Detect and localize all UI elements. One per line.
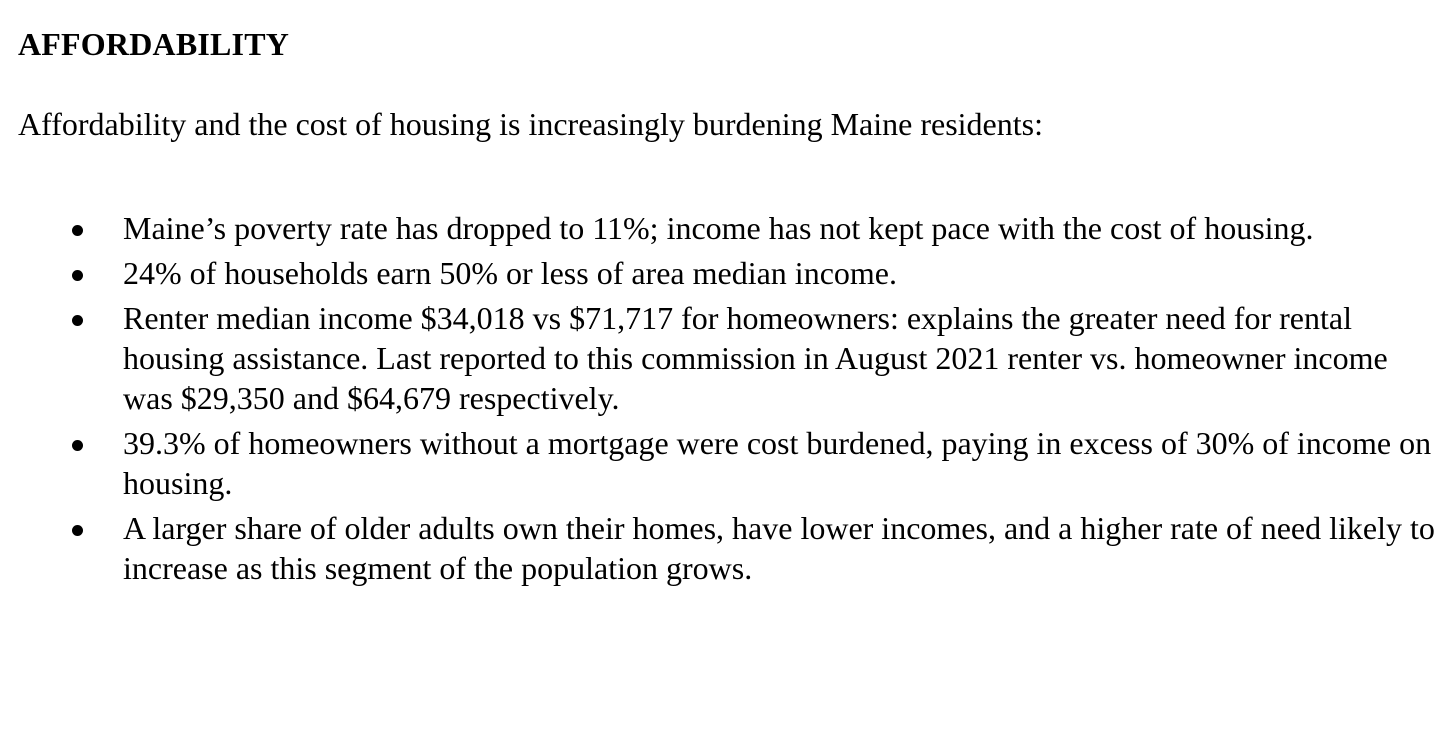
list-item-text: Renter median income $34,018 vs $71,717 for homeowners: explains the greater need for rental housing assistance. Last reported to this commission in August 2021 renter vs. homeowner income was $29,350 and $64,679 respectively. xyxy=(123,300,1388,416)
intro-paragraph: Affordability and the cost of housing is increasingly burdening Maine residents: xyxy=(18,106,1043,142)
bullet-icon xyxy=(72,525,83,536)
list-item-text: 24% of households earn 50% or less of area median income. xyxy=(123,255,897,291)
list-item xyxy=(60,298,1440,418)
list-item-text: Maine’s poverty rate has dropped to 11%; income has not kept pace with the cost of housing. xyxy=(123,210,1314,246)
bullet-list xyxy=(60,208,1440,593)
list-item xyxy=(60,253,1440,293)
list-item xyxy=(60,508,1440,588)
bullet-icon xyxy=(72,225,83,236)
list-item xyxy=(60,208,1440,248)
bullet-icon xyxy=(72,440,83,451)
list-item-text: A larger share of older adults own their homes, have lower incomes, and a higher rate of need likely to increase as this segment of the population grows. xyxy=(123,510,1435,586)
list-item-text: 39.3% of homeowners without a mortgage were cost burdened, paying in excess of 30% of income on housing. xyxy=(123,425,1432,501)
bullet-icon xyxy=(72,315,83,326)
bullet-icon xyxy=(72,270,83,281)
section-heading: AFFORDABILITY xyxy=(18,26,290,62)
list-item xyxy=(60,423,1440,503)
